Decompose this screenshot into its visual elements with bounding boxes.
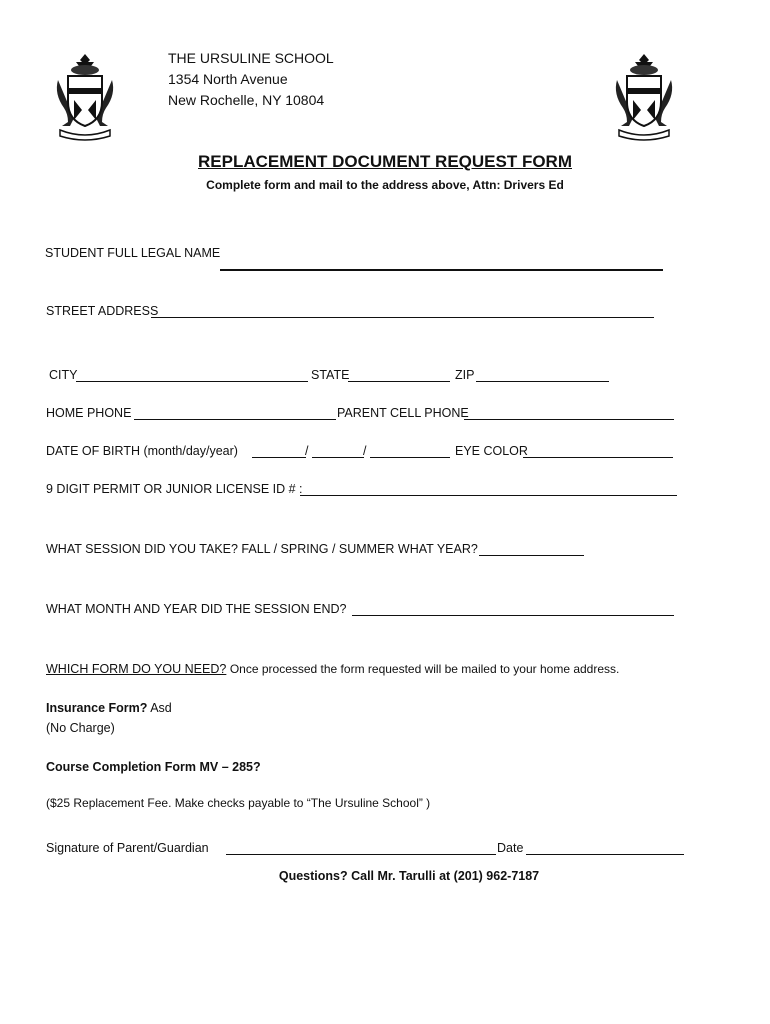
which-form-note: Once processed the form requested will be mailed to your home address. xyxy=(229,662,620,676)
insurance-option xyxy=(46,701,172,715)
student-name-label: STUDENT FULL LEGAL NAME xyxy=(45,246,221,260)
permit-id-field[interactable] xyxy=(300,495,677,496)
permit-id-label: 9 DIGIT PERMIT OR JUNIOR LICENSE ID # : xyxy=(46,482,303,496)
which-form-question: WHICH FORM DO YOU NEED? xyxy=(46,662,227,676)
home-phone-label: HOME PHONE xyxy=(46,406,132,420)
signature-field[interactable] xyxy=(226,854,496,855)
insurance-form-value[interactable]: Asd xyxy=(150,701,172,715)
home-phone-field[interactable] xyxy=(134,419,336,420)
dob-separator: / xyxy=(305,444,309,458)
school-crest-left-icon xyxy=(52,50,118,142)
parent-cell-field[interactable] xyxy=(464,419,674,420)
session-label: WHAT SESSION DID YOU TAKE? FALL / SPRING / SUMMER WHAT YEAR? xyxy=(46,542,478,556)
city-field[interactable] xyxy=(76,381,308,382)
school-street: 1354 North Avenue xyxy=(168,71,288,87)
insurance-form-label: Insurance Form? xyxy=(46,701,148,715)
form-title: REPLACEMENT DOCUMENT REQUEST FORM xyxy=(198,152,572,171)
dob-label: DATE OF BIRTH (month/day/year) xyxy=(46,444,238,458)
course-completion-label: Course Completion Form MV – 285? xyxy=(46,760,261,774)
signature-label: Signature of Parent/Guardian xyxy=(46,841,209,855)
session-year-field[interactable] xyxy=(479,555,584,556)
school-name: THE URSULINE SCHOOL xyxy=(168,50,334,66)
eye-color-field[interactable] xyxy=(523,457,673,458)
questions-contact: Questions? Call Mr. Tarulli at (201) 962-7187 xyxy=(278,869,540,883)
session-end-label: WHAT MONTH AND YEAR DID THE SESSION END? xyxy=(46,602,347,616)
street-address-field[interactable] xyxy=(151,317,654,318)
form-subtitle: Complete form and mail to the address above, Attn: Drivers Ed xyxy=(206,178,564,192)
dob-day-field[interactable] xyxy=(312,457,364,458)
state-label: STATE xyxy=(311,368,350,382)
city-label: CITY xyxy=(49,368,78,382)
dob-month-field[interactable] xyxy=(252,457,306,458)
session-end-field[interactable] xyxy=(352,615,674,616)
student-name-field[interactable] xyxy=(220,269,663,271)
which-form-section xyxy=(46,662,619,676)
zip-field[interactable] xyxy=(476,381,609,382)
fee-note: ($25 Replacement Fee. Make checks payable to “The Ursuline School” ) xyxy=(46,796,431,810)
school-city-line: New Rochelle, NY 10804 xyxy=(168,92,325,108)
school-crest-right-icon xyxy=(611,50,677,142)
insurance-note: (No Charge) xyxy=(46,721,115,735)
dob-separator: / xyxy=(363,444,367,458)
date-label: Date xyxy=(497,841,524,855)
dob-year-field[interactable] xyxy=(370,457,450,458)
date-field[interactable] xyxy=(526,854,684,855)
zip-label: ZIP xyxy=(455,368,475,382)
street-address-label: STREET ADDRESS xyxy=(46,304,159,318)
state-field[interactable] xyxy=(348,381,450,382)
eye-color-label: EYE COLOR xyxy=(455,444,528,458)
parent-cell-label: PARENT CELL PHONE xyxy=(337,406,469,420)
